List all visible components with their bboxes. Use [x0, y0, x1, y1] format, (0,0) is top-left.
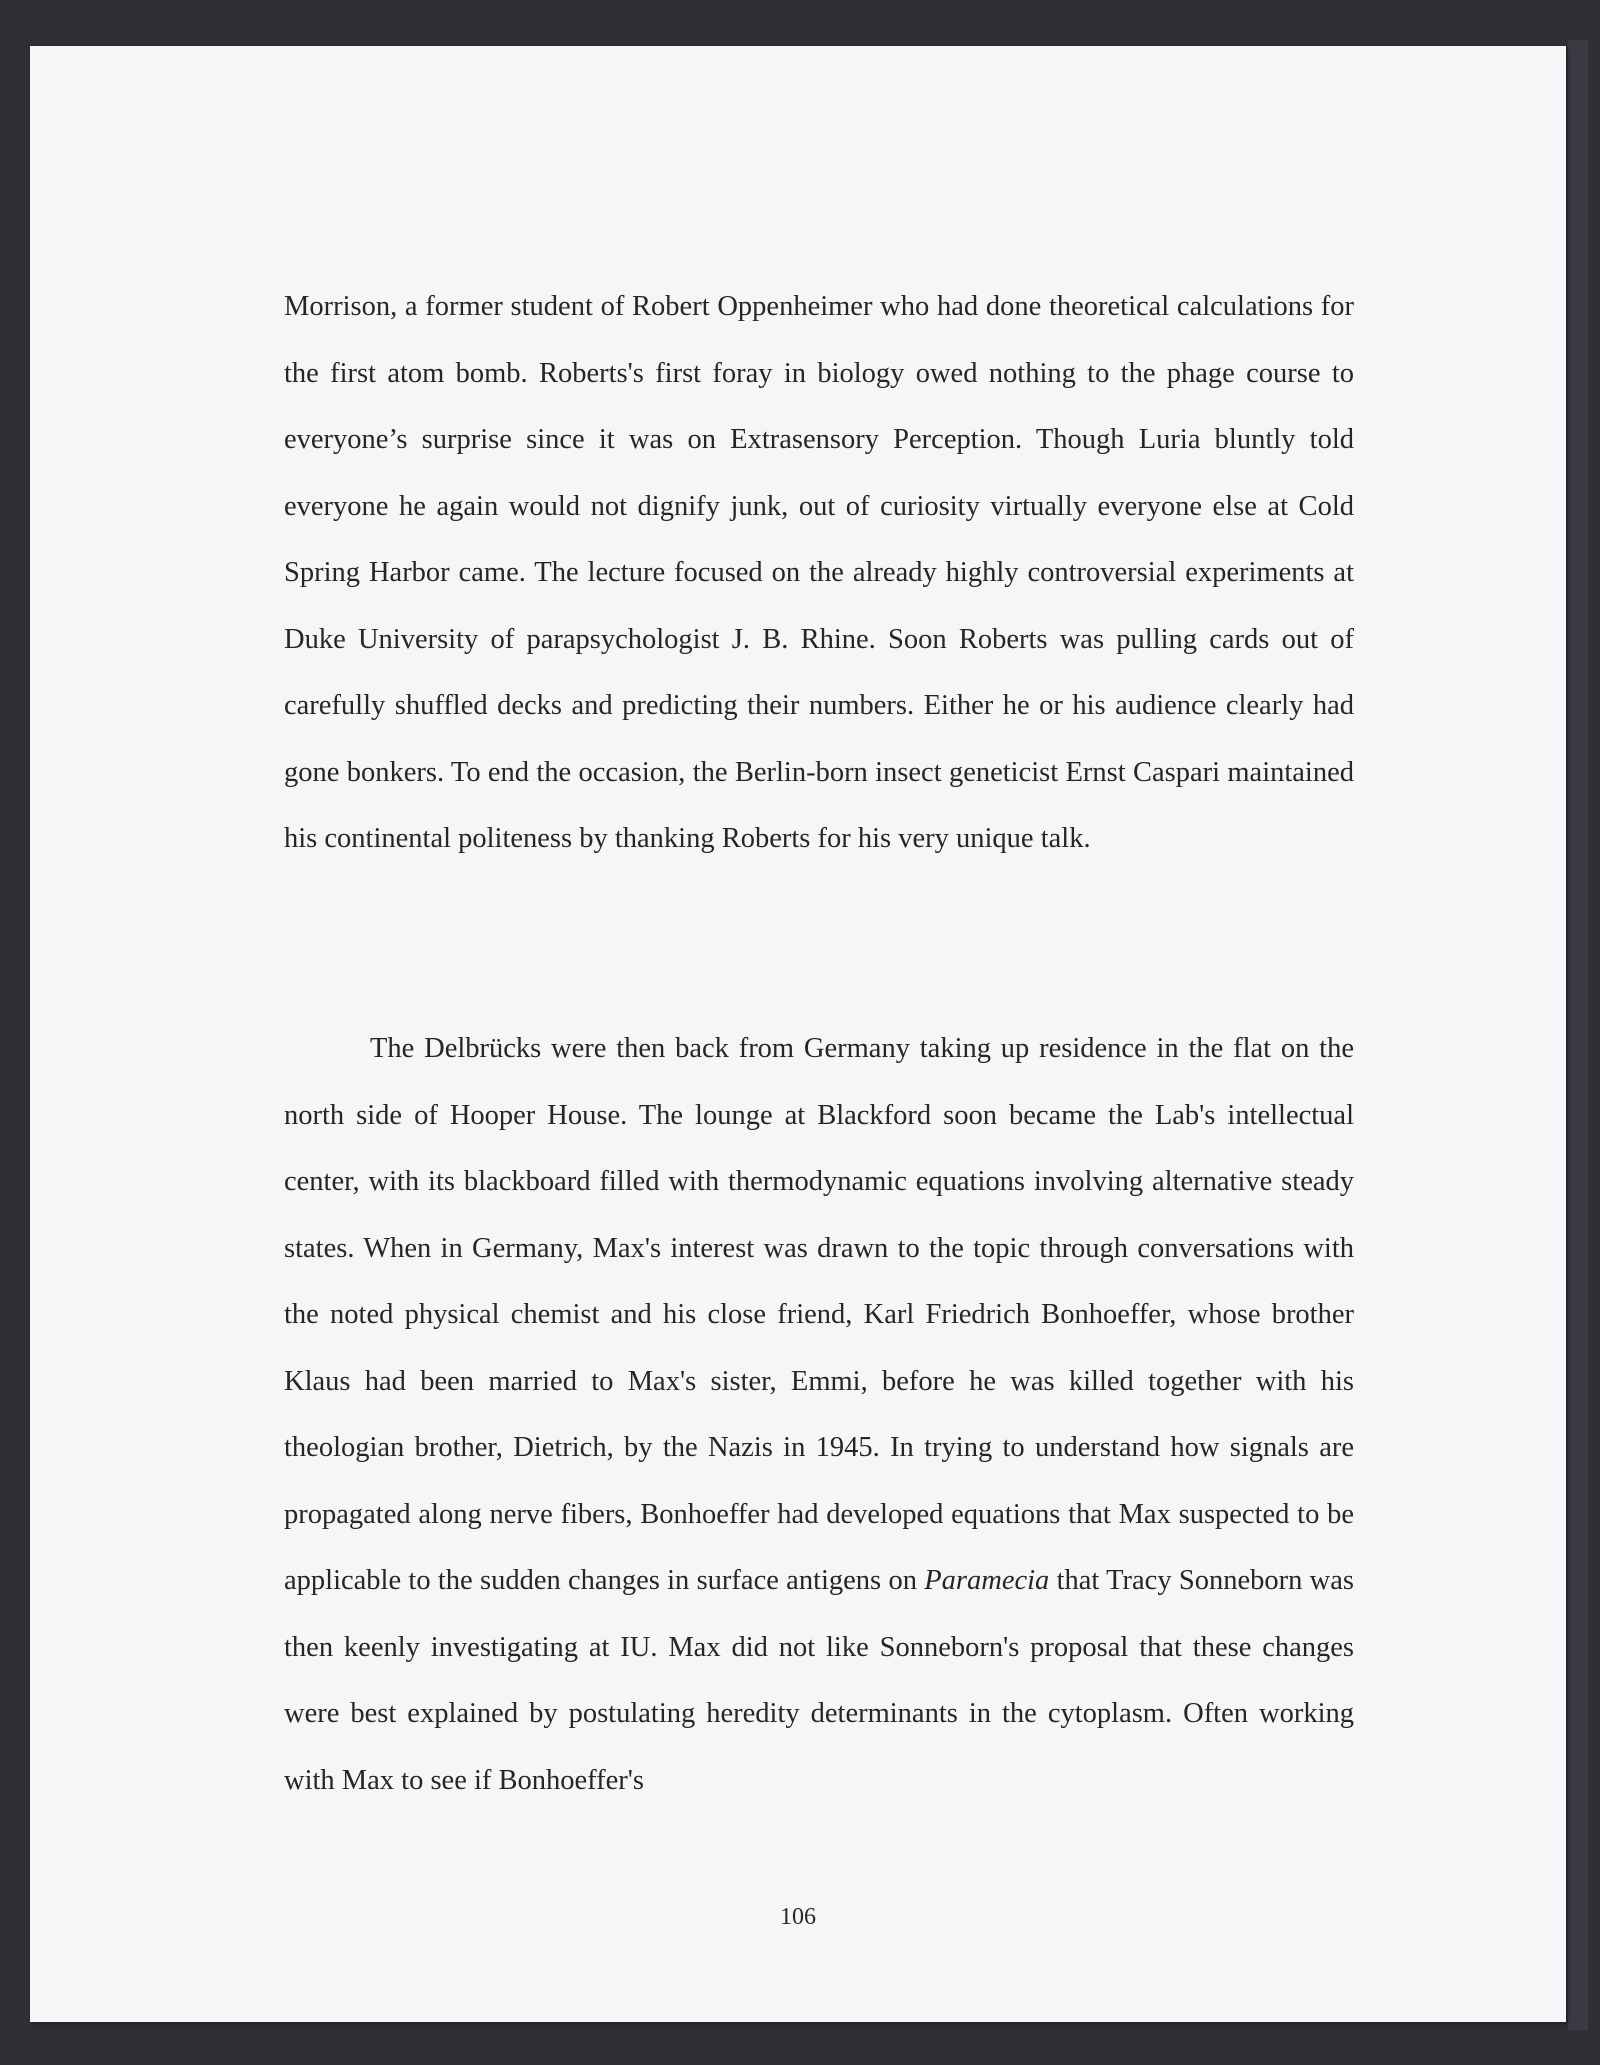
paragraph-1 — [284, 274, 1354, 873]
paragraph-1-text: Morrison, a former student of Robert Oppenheimer who had done theoretical calculations for the first atom bomb. Roberts's first foray in biology owed nothing to the phage course to everyone’s surprise since it was on Extrasensory Perception. Though Luria bluntly told everyone he again would not dignify junk, out of curiosity virtually everyone else at Cold Spring Harbor came. The lecture focused on the already highly controversial experiments at Duke University of parapsychologist J. B. Rhine. Soon Roberts was pulling cards out of carefully shuffled decks and predicting their numbers. Either he or his audience clearly had gone bonkers. To end the occasion, the Berlin-born insect geneticist Ernst Caspari maintained his continental politeness by thanking Roberts for his very unique talk. — [284, 291, 1354, 854]
italic-term-paramecia: Paramecia — [924, 1565, 1050, 1596]
paper-sheet — [30, 46, 1566, 2022]
paragraph-2 — [284, 1016, 1354, 1814]
paragraph-2-part-2: that Tracy Sonneborn was then keenly investigating at IU. Max did not like Sonneborn's proposal that these changes were best explained by postulating heredity determinants in the cytoplasm. Often working with Max to see if Bonhoeffer's — [284, 1565, 1354, 1796]
paragraph-2-part-1: The Delbrücks were then back from Germany taking up residence in the flat on the north side of Hooper House. The lounge at Blackford soon became the Lab's intellectual center, with its blackboard filled with thermodynamic equations involving alternative steady states. When in Germany, Max's interest was drawn to the topic through conversations with the noted physical chemist and his close friend, Karl Friedrich Bonhoeffer, whose brother Klaus had been married to Max's sister, Emmi, before he was killed together with his theologian brother, Dietrich, by the Nazis in 1945. In trying to understand how signals are propagated along nerve fibers, Bonhoeffer had developed equations that Max suspected to be applicable to the sudden changes in surface antigens on — [284, 1033, 1354, 1596]
paragraph-2-text — [284, 1016, 1354, 1814]
page-edge-shadow — [1568, 40, 1588, 2030]
page-number: 106 — [780, 1904, 816, 1930]
